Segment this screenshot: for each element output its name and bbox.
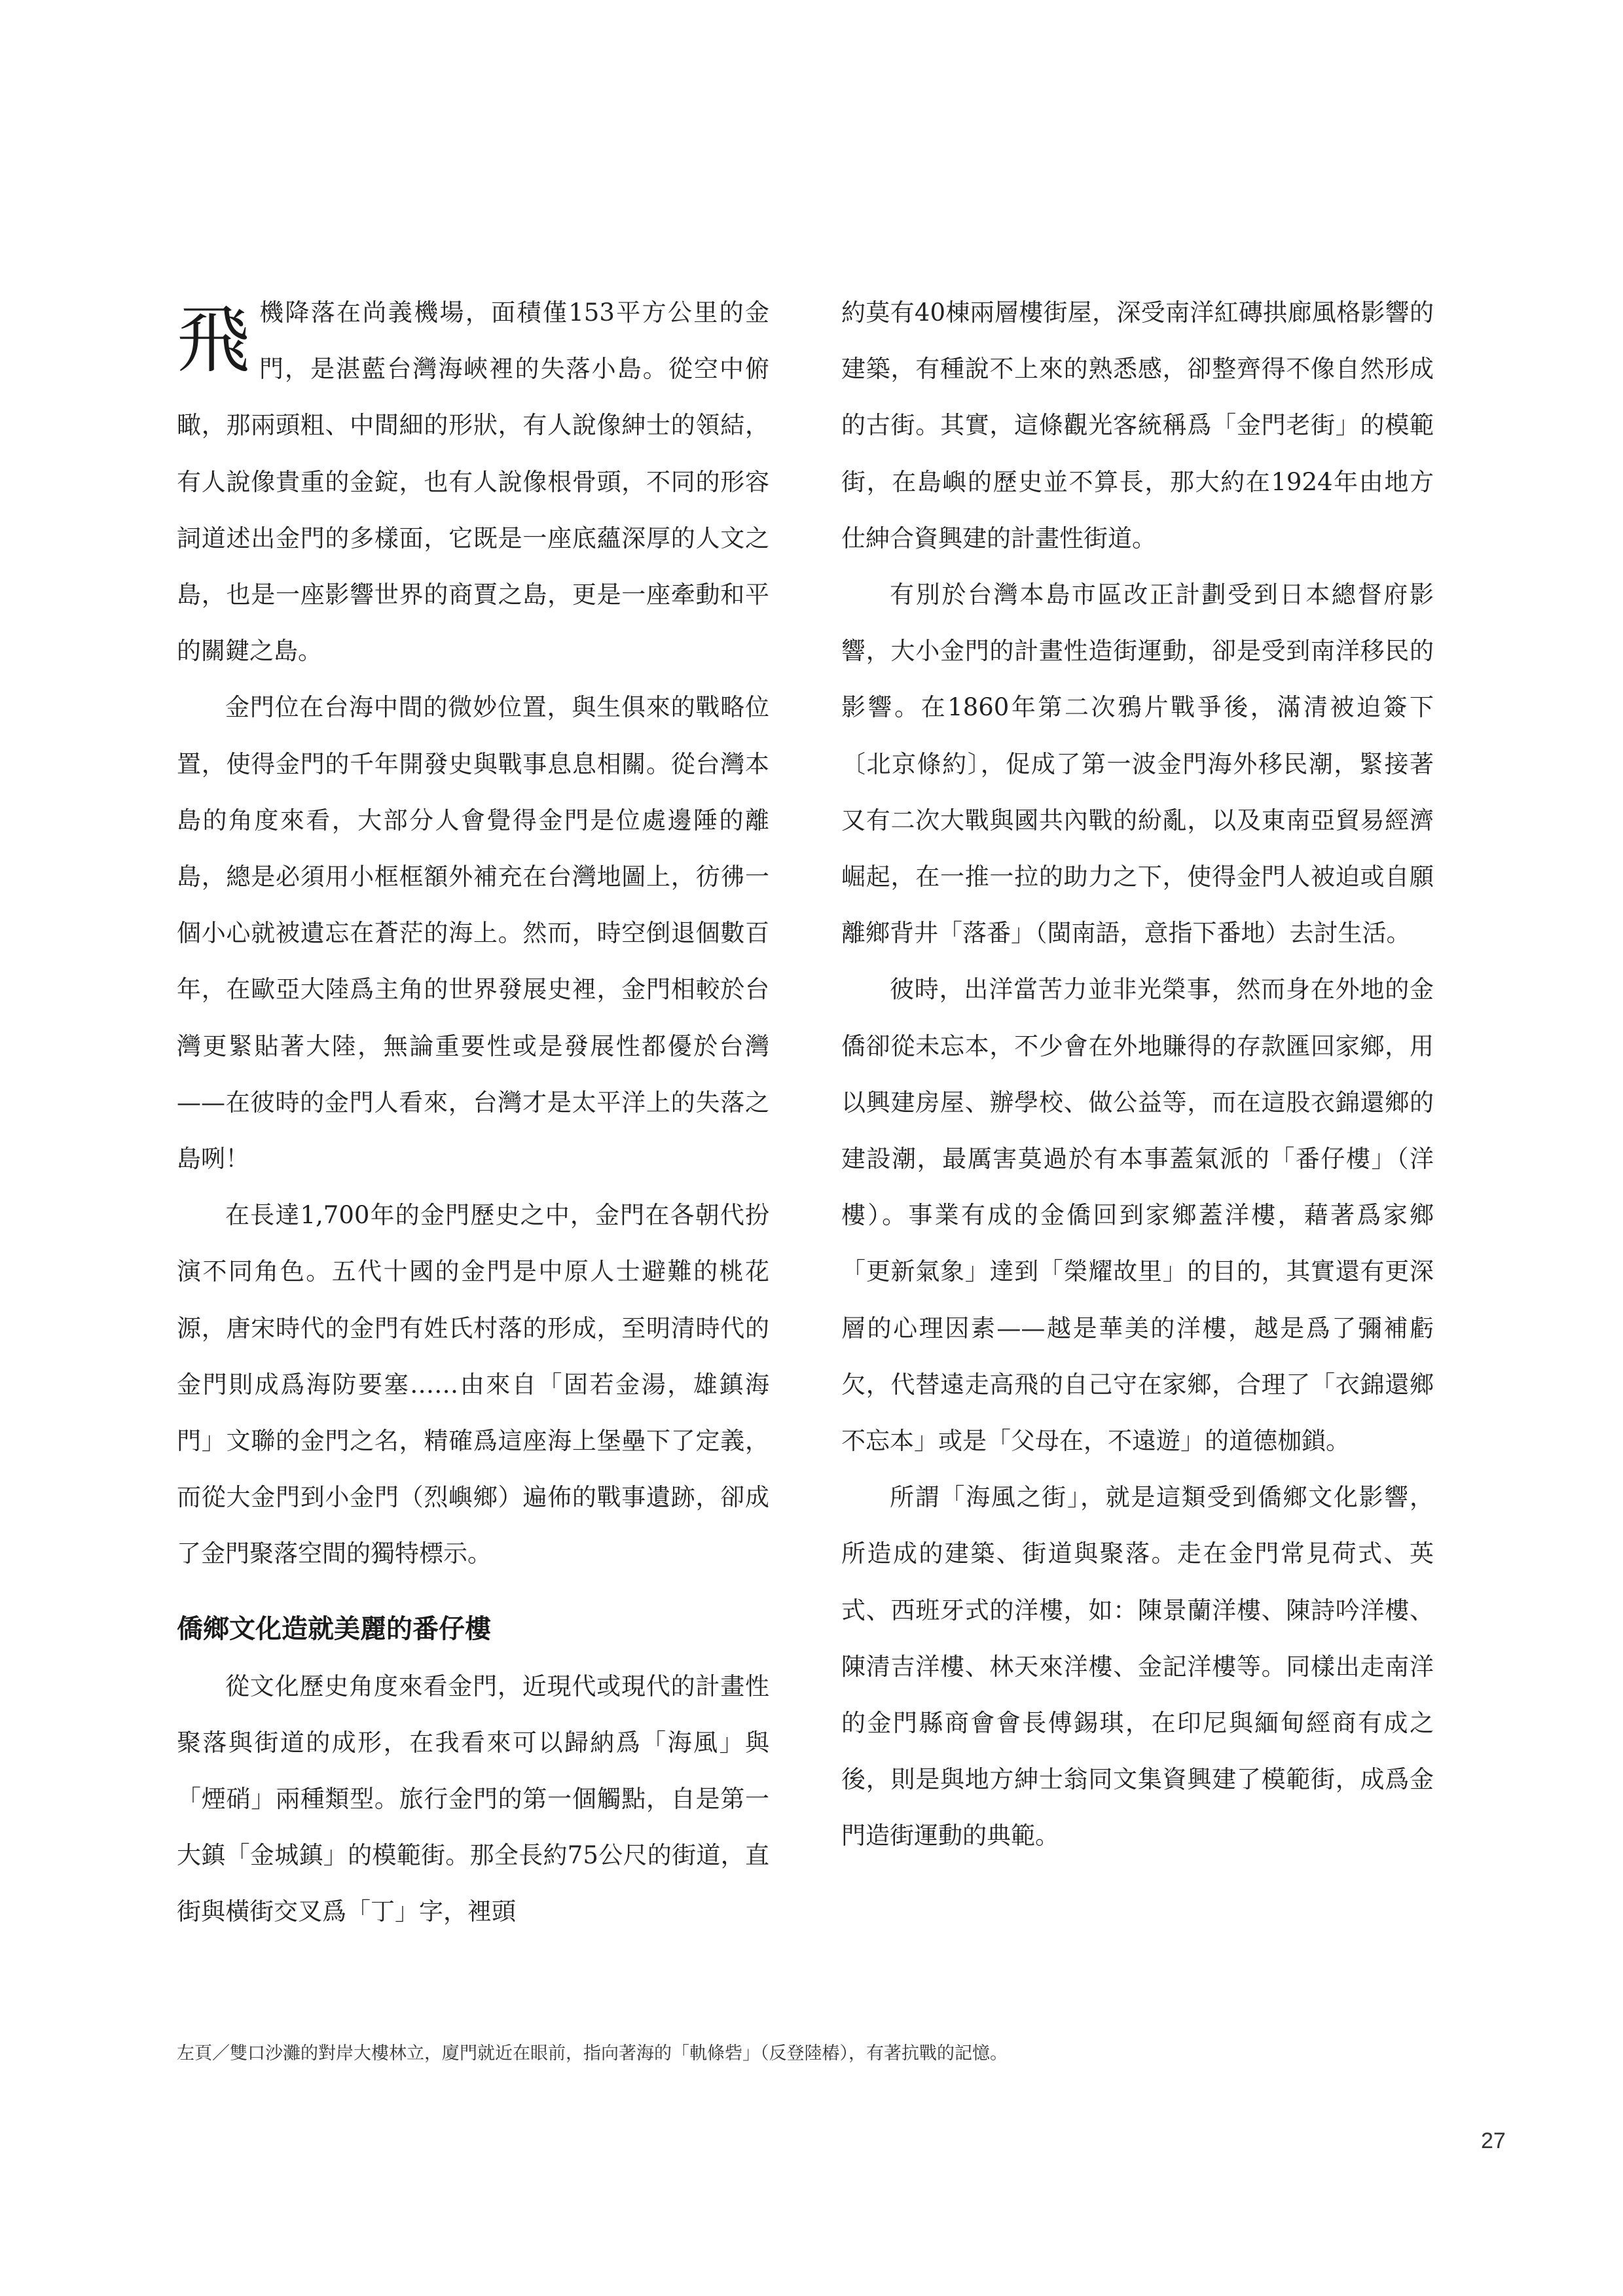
body-paragraph: 彼時，出洋當苦力並非光榮事，然而身在外地的金僑卻從未忘本，不少會在外地賺得的存款匯回家鄉，用以興建房屋、辦學校、做公益等，而在這股衣錦還鄉的建設潮，最厲害莫過於有本事蓋氣派的「番仔樓」（洋樓）。事業有成的金僑回到家鄉蓋洋樓，藉著爲家鄉「更新氣象」達到「榮耀故里」的目的，其實還有更深層的心理因素——越是華美的洋樓，越是爲了彌補虧欠，代替遠走高飛的自己守在家鄉，合理了「衣錦還鄉不忘本」或是「父母在，不遠遊」的道德枷鎖。 xyxy=(841,975,1434,1456)
left-column xyxy=(177,285,769,1941)
body-paragraph: 有別於台灣本島市區改正計劃受到日本總督府影響，大小金門的計畫性造街運動，卻是受到南洋移民的影響。在1860年第二次鴉片戰爭後，滿清被迫簽下〔北京條約〕，促成了第一波金門海外移民潮，緊接著又有二次大戰與國共內戰的紛亂，以及東南亞貿易經濟崛起，在一推一拉的助力之下，使得金門人被迫或自願離鄉背井「落番」（閩南語，意指下番地）去討生活。 xyxy=(841,581,1434,948)
continued-paragraph: 約莫有40棟兩層樓街屋，深受南洋紅磚拱廊風格影響的建築，有種說不上來的熟悉感，卻整齊得不像自然形成的古街。其實，這條觀光客統稱爲「金門老街」的模範街，在島嶼的歷史並不算長，那大約在1924年由地方仕紳合資興建的計畫性街道。 xyxy=(841,298,1434,552)
body-paragraph: 所謂「海風之街」，就是這類受到僑鄉文化影響，所造成的建築、街道與聚落。走在金門常見荷式、英式、西班牙式的洋樓，如：陳景蘭洋樓、陳詩吟洋樓、陳清吉洋樓、林天來洋樓、金記洋樓等。同樣出走南洋的金門縣商會會長傅錫琪，在印尼與緬甸經商有成之後，則是與地方紳士翁同文集資興建了模範街，成爲金門造街運動的典範。 xyxy=(841,1483,1434,1850)
body-paragraph: 金門位在台海中間的微妙位置，與生俱來的戰略位置，使得金門的千年開發史與戰事息息相關。從台灣本島的角度來看，大部分人會覺得金門是位處邊陲的離島，總是必須用小框框額外補充在台灣地圖上，彷彿一個小心就被遺忘在蒼茫的海上。然而，時空倒退個數百年，在歐亞大陸爲主角的世界發展史裡，金門相較於台灣更緊貼著大陸，無論重要性或是發展性都優於台灣——在彼時的金門人看來，台灣才是太平洋上的失落之島咧！ xyxy=(177,693,769,1174)
section-heading: 僑鄉文化造就美麗的番仔樓 xyxy=(177,1613,491,1644)
drop-cap: 飛 xyxy=(177,298,250,383)
section-paragraph: 從文化歷史角度來看金門，近現代或現代的計畫性聚落與街道的成形，在我看來可以歸納爲「海風」與「煙硝」兩種類型。旅行金門的第一個觸點，自是第一大鎮「金城鎮」的模範街。那全長約75公尺的街道，直街與橫街交叉爲「丁」字，裡頭 xyxy=(177,1672,769,1926)
right-column xyxy=(841,285,1434,1865)
body-paragraph: 在長達1,700年的金門歷史之中，金門在各朝代扮演不同角色。五代十國的金門是中原人士避難的桃花源，唐宋時代的金門有姓氏村落的形成，至明清時代的金門則成爲海防要塞……由來自「固若金湯，雄鎮海門」文聯的金門之名，精確爲這座海上堡壘下了定義，而從大金門到小金門（烈嶼鄉）遍佈的戰事遺跡，卻成了金門聚落空間的獨特標示。 xyxy=(177,1201,769,1568)
intro-paragraph xyxy=(177,285,769,679)
photo-caption: 左頁／雙口沙灘的對岸大樓林立，廈門就近在眼前，指向著海的「軌條砦」（反登陸樁），有著抗戰的記憶。 xyxy=(177,2043,1008,2064)
intro-text: 機降落在尚義機場，面積僅153平方公里的金門，是湛藍台灣海峽裡的失落小島。從空中俯瞰，那兩頭粗、中間細的形狀，有人說像紳士的領結，有人說像貴重的金錠，也有人說像根骨頭，不同的形容詞道述出金門的多樣面，它既是一座底蘊深厚的人文之島，也是一座影響世界的商賈之島，更是一座牽動和平的關鍵之島。 xyxy=(177,298,769,666)
page-number: 27 xyxy=(1481,2128,1506,2153)
